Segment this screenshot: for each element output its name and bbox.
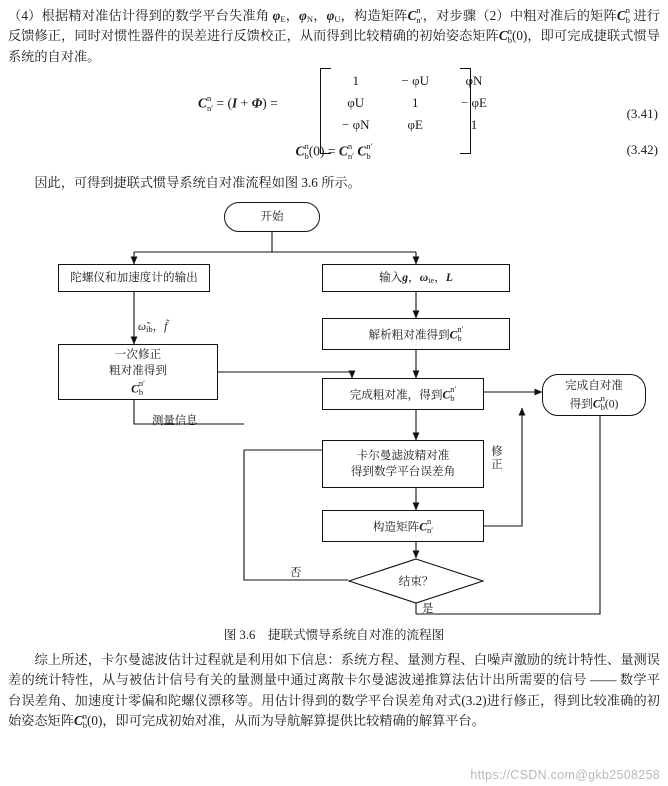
decision-label: 结束？	[398, 575, 434, 588]
finish-align-line2: 得到C n b (0)	[569, 392, 619, 413]
figure-caption: 图 3.6 捷联式惯导系统自对准的流程图	[223, 628, 445, 642]
top-paragraph-block	[8, 6, 660, 67]
matrix-cell: − φU	[401, 73, 429, 88]
node-decision	[348, 558, 484, 604]
flowchart	[22, 196, 646, 614]
equation-number-3-42: (3.42)	[626, 142, 658, 157]
equation-lhs: C n n′ = (I + Φ) =	[198, 93, 278, 113]
kalman-line2: 得到数学平台误差角	[350, 465, 456, 478]
label-measure-info: 测量信息	[152, 415, 198, 427]
matrix-phi	[326, 70, 503, 136]
tail-paragraph: 综上所述，卡尔曼滤波估计过程就是利用如下信息：系统方程、量测方程、白噪声激励的统计特性、量测误差的统计特性，从与被估计信号有关的量测量中通过离散卡尔曼滤波递推算法估计出所需要的信号 —— 数学平台误差角、加速度计零偏和陀螺仪漂移等。用估计得到的数学平台误差角对式(3.2)进行修正，得到比较准确的初始姿态矩阵C n b (0)，即可完成初始对准，从而为导航解算提供比较精确的解算平台。	[8, 652, 660, 731]
matrix-cell: φU	[347, 95, 365, 110]
node-start: 开始	[224, 202, 320, 232]
node-first-correction	[58, 344, 218, 400]
equation-number-3-41: (3.41)	[626, 106, 658, 121]
label-omega-f: $\omegã_{ib}$，f̃	[138, 321, 168, 335]
matrix-cell: φN	[465, 73, 483, 88]
equation-3-42: C n b (0) = C n n′ C n′ b (3.42)	[295, 141, 658, 161]
node-analytic-coarse: 解析粗对准得到C n′ b	[322, 318, 510, 350]
matrix-cell: 1	[470, 117, 478, 132]
kalman-line1: 卡尔曼滤波精对准	[356, 449, 450, 463]
node-finish-align	[542, 374, 646, 416]
matrix-cell: φE	[407, 117, 423, 132]
paragraph-after-equations: 因此，可得到捷联式惯导系统自对准流程如图 3.6 所示。	[8, 175, 361, 190]
matrix-cell: 1	[411, 95, 419, 110]
label-yes: 是	[422, 603, 434, 615]
first-correction-line1: 一次修正	[114, 348, 162, 362]
matrix-cell: − φN	[342, 117, 370, 132]
matrix-cell: − φE	[460, 95, 487, 110]
node-sensor-output: 陀螺仪和加速度计的输出	[58, 264, 210, 292]
node-kalman-filter	[322, 440, 484, 488]
node-input-params: 输入g，$\omega_{ie}$，L	[322, 264, 510, 292]
paragraph-item-4: （4）根据精对准估计得到的数学平台失准角 $\varphi_E$，$\varphi_N$，$\varphi_U$，构造矩阵C n n′ ，对步骤（2）中粗对准后的矩阵C n b 进行反馈修正，同时对惯性器件的误差进行反馈校正，从而得到比较精确的初始姿态矩阵C n b (0)，即可完成捷联式惯导系统的自对准。	[8, 5, 661, 64]
node-finish-coarse: 完成粗对准，得到C n′ b	[322, 378, 484, 410]
watermark: https://CSDN.com@gkb2508258	[470, 768, 660, 782]
node-build-matrix: 构造矩阵C n n′	[322, 510, 484, 542]
matrix-cell: 1	[352, 73, 359, 88]
finish-align-line1: 完成自对准	[565, 379, 623, 393]
label-no: 否	[290, 567, 302, 579]
first-correction-line2: 粗对准得到	[109, 363, 167, 377]
first-correction-line3: C n′ b	[131, 377, 145, 398]
label-correct: 修 正	[491, 446, 503, 472]
